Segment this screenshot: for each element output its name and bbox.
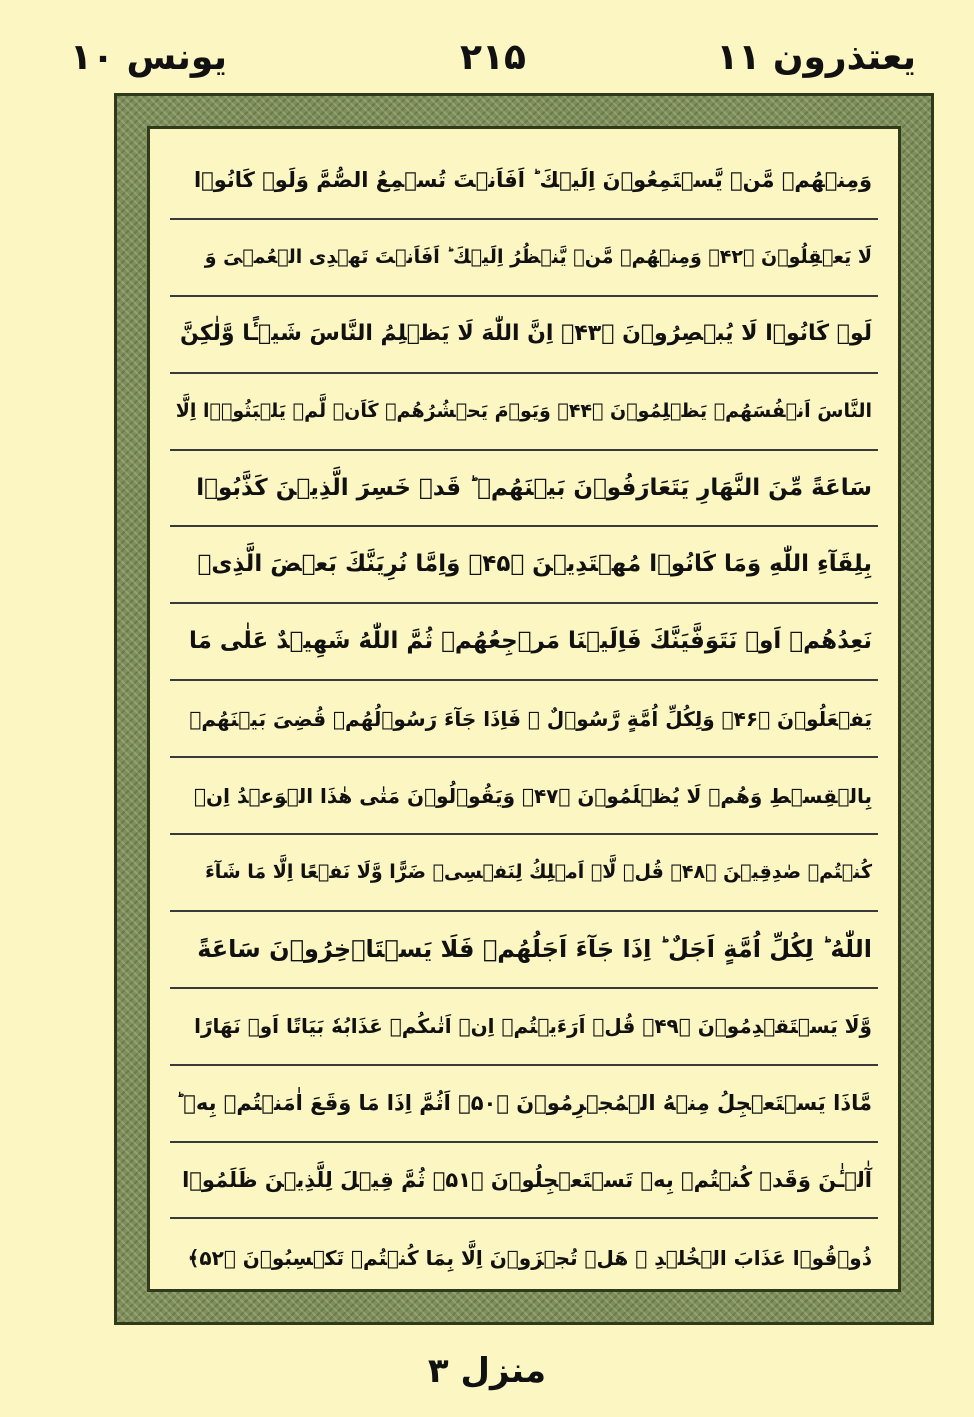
verse-line-8: یَفۡعَلُوۡنَ ﴿۴۶﴾ وَلِكُلِّ اُمَّةٍ رَّسُوۡلٌ ۚ فَاِذَا جَآءَ رَسُوۡلُهُمۡ قُضِیَ بَیۡنَهُمۡ: [170, 681, 878, 758]
verse-line-1: وَمِنۡهُمۡ مَّنۡ یَّسۡتَمِعُوۡنَ اِلَیۡكَ ؕ اَفَاَنۡتَ تُسۡمِعُ الصُّمَّ وَلَوۡ كَانُوۡا: [170, 143, 878, 220]
verse-line-12: وَّلَا یَسۡتَقۡدِمُوۡنَ ﴿۴۹﴾ قُلۡ اَرَءَیۡتُمۡ اِنۡ اَتٰىكُمۡ عَذَابُهٗ بَیَاتًا اَوۡ نَهَارًا: [170, 989, 878, 1066]
manzil-footer: منزل ۳: [427, 1351, 547, 1391]
verse-line-14: آٰلۡـٰٔنَ وَقَدۡ كُنۡتُمۡ بِهٖ تَسۡتَعۡجِلُوۡنَ ﴿۵۱﴾ ثُمَّ قِیۡلَ لِلَّذِیۡنَ ظَلَمُوۡا: [170, 1143, 878, 1220]
decorative-border-frame: [114, 93, 934, 1325]
verse-lines: [170, 143, 878, 1275]
text-panel: [147, 126, 901, 1292]
verse-line-9: بِالۡقِسۡطِ وَهُمۡ لَا یُظۡلَمُوۡنَ ﴿۴۷﴾ وَیَقُوۡلُوۡنَ مَتٰی هٰذَا الۡوَعۡدُ اِنۡ: [170, 758, 878, 835]
verse-line-13: مَّاذَا یَسۡتَعۡجِلُ مِنۡهُ الۡمُجۡرِمُوۡنَ ﴿۵۰﴾ اَثُمَّ اِذَا مَا وَقَعَ اٰمَنۡتُمۡ بِهٖ ؕ: [170, 1066, 878, 1143]
surah-title: یونس ۱۰: [70, 37, 227, 78]
page-number: ۲۱۵: [460, 37, 526, 78]
verse-line-4: النَّاسَ اَنۡفُسَهُمۡ یَظۡلِمُوۡنَ ﴿۴۴﴾ وَیَوۡمَ یَحۡشُرُهُمۡ كَاَنۡ لَّمۡ یَلۡبَثُوۡۤا اِلَّا: [170, 374, 878, 451]
verse-line-10: كُنۡتُمۡ صٰدِقِیۡنَ ﴿۴۸﴾ قُلۡ لَّاۤ اَمۡلِكُ لِنَفۡسِیۡ ضَرًّا وَّلَا نَفۡعًا اِلَّا مَا شَآءَ: [170, 835, 878, 912]
verse-line-3: لَوۡ كَانُوۡا لَا یُبۡصِرُوۡنَ ﴿۴۳﴾ اِنَّ اللّٰهَ لَا یَظۡلِمُ النَّاسَ شَیۡـًٔا وَّلٰكِنَّ: [170, 297, 878, 374]
verse-line-2: لَا یَعۡقِلُوۡنَ ﴿۴۲﴾ وَمِنۡهُمۡ مَّنۡ یَّنۡظُرُ اِلَیۡكَ ؕ اَفَاَنۡتَ تَهۡدِی الۡعُمۡیَ وَ: [170, 220, 878, 297]
verse-line-7: نَعِدُهُمۡ اَوۡ نَتَوَفَّیَنَّكَ فَاِلَیۡنَا مَرۡجِعُهُمۡ ثُمَّ اللّٰهُ شَهِیۡدٌ عَلٰی مَا: [170, 604, 878, 681]
juz-title: یعتذرون ۱۱: [716, 37, 916, 78]
page-header: [70, 28, 916, 88]
verse-line-5: سَاعَةً مِّنَ النَّهَارِ یَتَعَارَفُوۡنَ بَیۡنَهُمۡ ؕ قَدۡ خَسِرَ الَّذِیۡنَ كَذَّبُوۡا: [170, 451, 878, 528]
verse-line-11: اللّٰهُ ؕ لِكُلِّ اُمَّةٍ اَجَلٌ ؕ اِذَا جَآءَ اَجَلُهُمۡ فَلَا یَسۡتَاۡخِرُوۡنَ سَاعَةً: [170, 912, 878, 989]
verse-line-15: ذُوۡقُوۡا عَذَابَ الۡخُلۡدِ ۚ هَلۡ تُجۡزَوۡنَ اِلَّا بِمَا كُنۡتُمۡ تَكۡسِبُوۡنَ ﴿۵۲﴾: [187, 1245, 872, 1270]
verse-line-6: بِلِقَآءِ اللّٰهِ وَمَا كَانُوۡا مُهۡتَدِیۡنَ ﴿۴۵﴾ وَاِمَّا نُرِیَنَّكَ بَعۡضَ الَّذِیۡ: [170, 527, 878, 604]
